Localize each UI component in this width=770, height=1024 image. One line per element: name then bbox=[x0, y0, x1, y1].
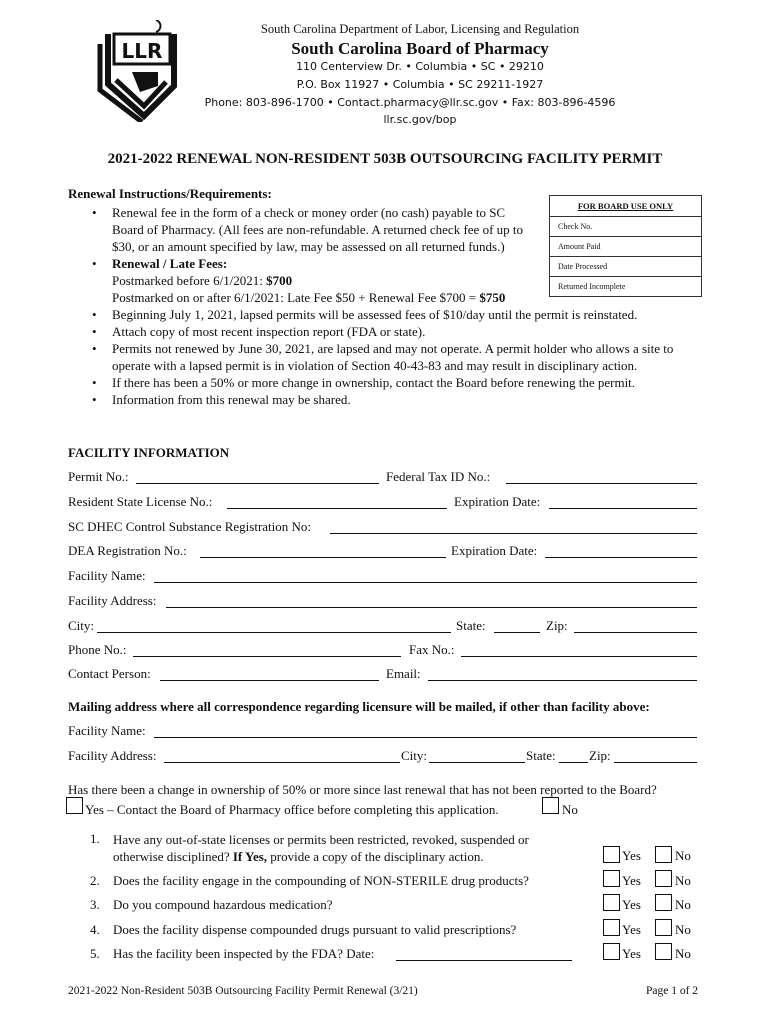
facility-address-label: Facility Address: bbox=[68, 593, 157, 608]
returned-incomplete-field: Returned Incomplete bbox=[550, 276, 701, 296]
state-label: State: bbox=[456, 618, 486, 633]
city-field[interactable] bbox=[97, 632, 451, 633]
ownership-question: Has there been a change in ownership of 50% or more since last renewal that has not been reported to the Board? bbox=[68, 782, 657, 797]
department-name: South Carolina Department of Labor, Licensing and Regulation bbox=[260, 22, 580, 36]
state-field[interactable] bbox=[494, 632, 540, 633]
question-4-no-label: No bbox=[675, 922, 691, 937]
mailing-heading: Mailing address where all correspondence regarding licensure will be mailed, if other than facility above: bbox=[68, 699, 650, 714]
question-3-no-label: No bbox=[675, 897, 691, 912]
question-1-text: Have any out-of-state licenses or permits been restricted, revoked, suspended or otherwise disciplined? If Yes, provide a copy of the disciplinary action. bbox=[113, 832, 529, 864]
mailing-facility-name-field[interactable] bbox=[154, 737, 697, 738]
zip-label: Zip: bbox=[546, 618, 568, 633]
facility-address-field[interactable] bbox=[166, 607, 697, 608]
fda-inspection-date-field[interactable] bbox=[396, 960, 572, 961]
board-use-heading: FOR BOARD USE ONLY bbox=[577, 201, 674, 211]
mailing-address-field[interactable] bbox=[164, 762, 400, 763]
question-5-no-checkbox[interactable] bbox=[655, 943, 672, 960]
question-2-yes-checkbox[interactable] bbox=[603, 870, 620, 887]
mailing-state-field[interactable] bbox=[559, 762, 588, 763]
question-5-text: Has the facility been inspected by the FDA? Date: bbox=[113, 946, 375, 961]
footer-form-name: 2021-2022 Non-Resident 503B Outsourcing Facility Permit Renewal (3/21) bbox=[68, 985, 418, 997]
ownership-yes-label: Yes – Contact the Board of Pharmacy office before completing this application. bbox=[85, 802, 499, 817]
mailing-state-label: State: bbox=[526, 748, 556, 763]
question-1-yes-label: Yes bbox=[622, 848, 641, 863]
question-1-no-checkbox[interactable] bbox=[655, 846, 672, 863]
mailing-city-field[interactable] bbox=[429, 762, 525, 763]
dhec-label: SC DHEC Control Substance Registration No: bbox=[68, 519, 312, 534]
dhec-field[interactable] bbox=[330, 533, 697, 534]
email-field[interactable] bbox=[428, 680, 697, 681]
resident-license-label: Resident State License No.: bbox=[68, 494, 213, 509]
federal-tax-id-label: Federal Tax ID No.: bbox=[386, 469, 491, 484]
question-2-number: 2. bbox=[90, 873, 100, 888]
board-use-box bbox=[549, 195, 702, 297]
fee-instruction: • Renewal fee in the form of a check or money order (no cash) payable to SC Board of Pharmacy. (All fees are non-refundable. A returned check fee of up to $30, or an amount specified by law, may be assessed on all returned funds.) bbox=[92, 204, 532, 255]
question-5-yes-checkbox[interactable] bbox=[603, 943, 620, 960]
instructions-heading: Renewal Instructions/Requirements: bbox=[68, 186, 272, 201]
fax-field[interactable] bbox=[461, 656, 697, 657]
email-label: Email: bbox=[386, 666, 421, 681]
expiration-date-field[interactable] bbox=[549, 508, 697, 509]
mailing-city-label: City: bbox=[401, 748, 428, 763]
mailing-zip-field[interactable] bbox=[614, 762, 697, 763]
city-label: City: bbox=[68, 618, 95, 633]
question-3-yes-label: Yes bbox=[622, 897, 641, 912]
amount-paid-field: Amount Paid bbox=[550, 236, 701, 256]
facility-name-label: Facility Name: bbox=[68, 568, 146, 583]
federal-tax-id-field[interactable] bbox=[506, 483, 697, 484]
footer-page-number: Page 1 of 2 bbox=[646, 985, 699, 997]
question-1-no-label: No bbox=[675, 848, 691, 863]
ownership-instruction: • If there has been a 50% or more change in ownership, contact the Board before renewing the permit. bbox=[92, 374, 702, 391]
street-address: 110 Centerview Dr. • Columbia • SC • 29210 bbox=[296, 60, 544, 73]
dea-expiration-field[interactable] bbox=[545, 557, 697, 558]
question-3-no-checkbox[interactable] bbox=[655, 894, 672, 911]
ownership-no-label: No bbox=[562, 802, 578, 817]
board-name: South Carolina Board of Pharmacy bbox=[291, 39, 549, 58]
inspection-instruction: • Attach copy of most recent inspection report (FDA or state). bbox=[92, 323, 702, 340]
question-2-text: Does the facility engage in the compounding of NON-STERILE drug products? bbox=[113, 873, 529, 888]
late-fees-instruction: • Renewal / Late Fees: Postmarked before 6/1/2021: $700 Postmarked on or after 6/1/2021: Late Fee $50 + Renewal Fee $700 = $750 bbox=[92, 255, 532, 306]
facility-name-field[interactable] bbox=[154, 582, 697, 583]
question-4-text: Does the facility dispense compounded drugs pursuant to valid prescriptions? bbox=[113, 922, 517, 937]
website: llr.sc.gov/bop bbox=[383, 113, 457, 126]
llr-logo-icon bbox=[96, 20, 188, 122]
contact-line: Phone: 803-896-1700 • Contact.pharmacy@llr.sc.gov • Fax: 803-896-4596 bbox=[204, 96, 616, 109]
mailing-facility-address-label: Facility Address: bbox=[68, 748, 157, 763]
question-5-yes-label: Yes bbox=[622, 946, 641, 961]
fax-label: Fax No.: bbox=[409, 642, 455, 657]
contact-person-field[interactable] bbox=[160, 680, 379, 681]
question-4-no-checkbox[interactable] bbox=[655, 919, 672, 936]
question-2-no-checkbox[interactable] bbox=[655, 870, 672, 887]
dea-label: DEA Registration No.: bbox=[68, 543, 187, 558]
phone-field[interactable] bbox=[133, 656, 401, 657]
question-4-yes-checkbox[interactable] bbox=[603, 919, 620, 936]
ownership-no-checkbox[interactable] bbox=[542, 797, 559, 814]
permit-no-field[interactable] bbox=[136, 483, 379, 484]
check-no-field: Check No. bbox=[550, 216, 701, 236]
shared-instruction: • Information from this renewal may be shared. bbox=[92, 391, 702, 408]
mailing-zip-label: Zip: bbox=[589, 748, 611, 763]
question-2-yes-label: Yes bbox=[622, 873, 641, 888]
question-1-number: 1. bbox=[90, 831, 100, 846]
facility-info-heading: FACILITY INFORMATION bbox=[68, 445, 230, 460]
question-4-number: 4. bbox=[90, 922, 100, 937]
question-5-no-label: No bbox=[675, 946, 691, 961]
contact-person-label: Contact Person: bbox=[68, 666, 151, 681]
po-box-address: P.O. Box 11927 • Columbia • SC 29211-1927 bbox=[296, 78, 544, 91]
svg-text:LLR: LLR bbox=[121, 39, 163, 63]
question-3-yes-checkbox[interactable] bbox=[603, 894, 620, 911]
dea-field[interactable] bbox=[200, 557, 446, 558]
form-title: 2021-2022 RENEWAL NON-RESIDENT 503B OUTSOURCING FACILITY PERMIT bbox=[107, 151, 663, 167]
question-2-no-label: No bbox=[675, 873, 691, 888]
ownership-yes-checkbox[interactable] bbox=[66, 797, 83, 814]
zip-field[interactable] bbox=[574, 632, 697, 633]
mailing-facility-name-label: Facility Name: bbox=[68, 723, 146, 738]
dea-expiration-label: Expiration Date: bbox=[451, 543, 538, 558]
question-3-text: Do you compound hazardous medication? bbox=[113, 897, 333, 912]
expiration-date-label: Expiration Date: bbox=[454, 494, 541, 509]
not-renewed-instruction: • Permits not renewed by June 30, 2021, are lapsed and may not operate. A permit holder who allows a site to operate with a lapsed permit is in violation of Section 40-43-83 and may result in disciplinary action. bbox=[92, 340, 702, 374]
question-5-number: 5. bbox=[90, 946, 100, 961]
question-3-number: 3. bbox=[90, 897, 100, 912]
phone-label: Phone No.: bbox=[68, 642, 127, 657]
permit-no-label: Permit No.: bbox=[68, 469, 129, 484]
question-1-yes-checkbox[interactable] bbox=[603, 846, 620, 863]
question-4-yes-label: Yes bbox=[622, 922, 641, 937]
resident-license-field[interactable] bbox=[227, 508, 447, 509]
date-processed-field: Date Processed bbox=[550, 256, 701, 276]
lapsed-instruction: • Beginning July 1, 2021, lapsed permits will be assessed fees of $10/day until the permit is reinstated. bbox=[92, 306, 702, 323]
